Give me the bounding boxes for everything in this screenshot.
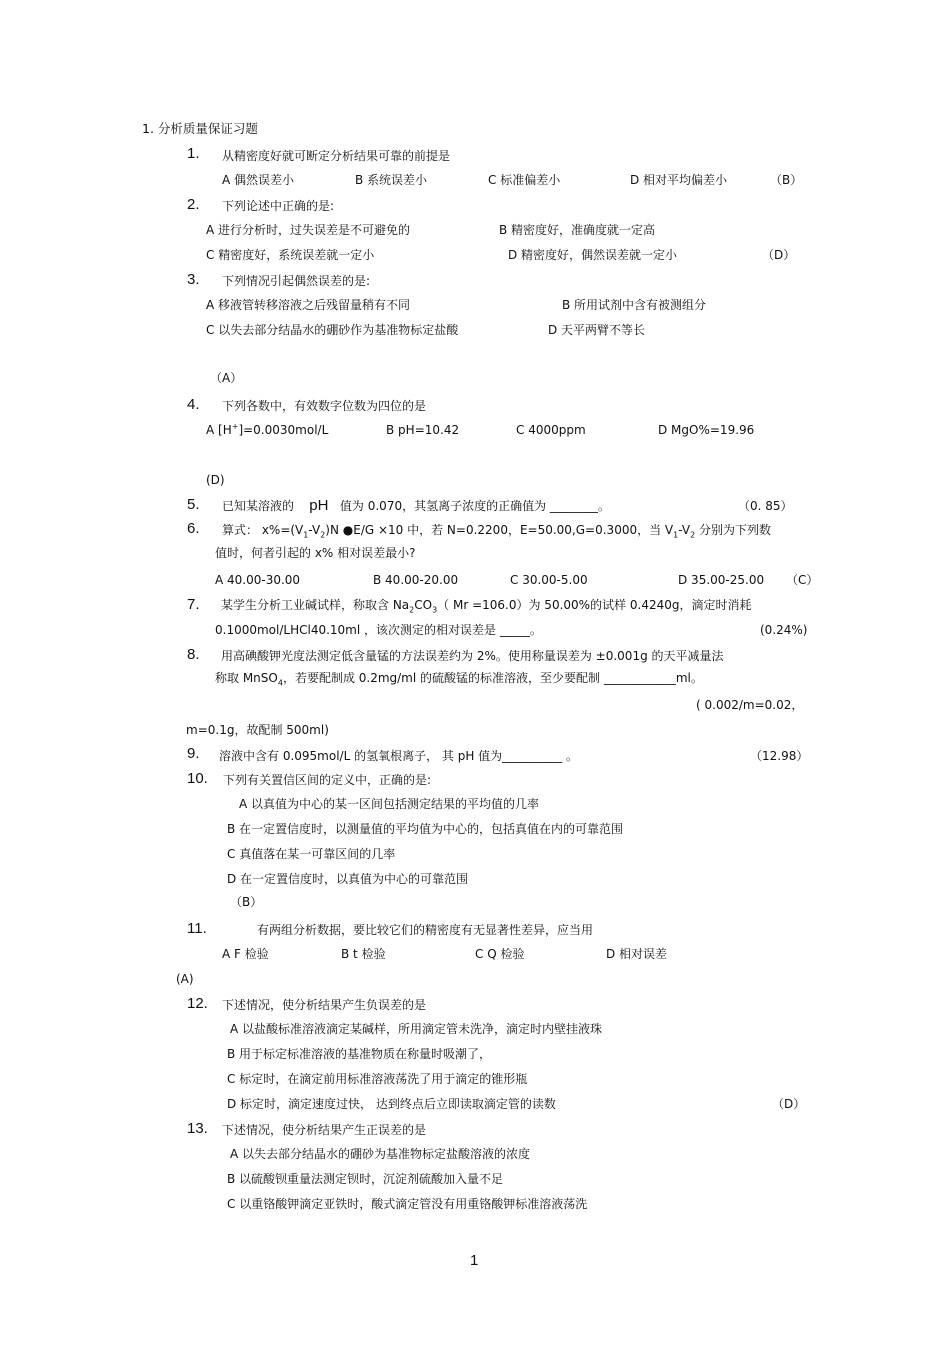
question-stem: 溶液中含有 0.095mol/L 的氢氧根离子， 其 pH 值为__________ 。 bbox=[219, 749, 578, 763]
option-d: D MgO%=19.96 bbox=[658, 423, 755, 437]
answer: （D） bbox=[762, 248, 796, 262]
option-a: A 以盐酸标准溶液滴定某碱样，所用滴定管未洗净，滴定时内壁挂液珠 bbox=[230, 1022, 603, 1036]
question-number: 8. bbox=[187, 646, 200, 663]
option-b: B 系统误差小 bbox=[355, 173, 428, 187]
answer: (D) bbox=[206, 473, 225, 487]
option-a: A F 检验 bbox=[222, 947, 269, 961]
option-d: D 相对平均偏差小 bbox=[630, 173, 728, 187]
question-number: 4. bbox=[187, 396, 200, 413]
option-a: A 以失去部分结晶水的硼砂为基准物标定盐酸溶液的浓度 bbox=[230, 1147, 531, 1161]
question-stem: 下述情况，使分析结果产生负误差的是 bbox=[222, 998, 427, 1012]
option-a: A 移液管转移溶液之后残留量稍有不同 bbox=[206, 298, 411, 312]
option-c: C Q 检验 bbox=[475, 947, 525, 961]
question-stem: 用高碘酸钾光度法测定低含量锰的方法误差约为 2%。使用称量误差为 ±0.001g 的天平减量法 bbox=[221, 649, 724, 663]
question-stem: 下列论述中正确的是: bbox=[222, 199, 335, 213]
option-c: C 以失去部分结晶水的硼砂作为基准物标定盐酸 bbox=[206, 323, 459, 337]
option-a: A 进行分析时，过失误差是不可避免的 bbox=[206, 223, 411, 237]
answer: （D） bbox=[772, 1097, 806, 1111]
question-stem: 有两组分析数据，要比较它们的精密度有无显著性差异，应当用 bbox=[257, 923, 594, 937]
option-b: B 40.00-20.00 bbox=[373, 573, 459, 587]
option-a: A 以真值为中心的某一区间包括测定结果的平均值的几率 bbox=[239, 797, 540, 811]
question-number: 10. bbox=[187, 770, 208, 787]
question-stem-line2: 称取 MnSO$_4$，若要配制成 0.2mg/ml 的硫酸锰的标准溶液，至少要配制 ____________ml。 bbox=[215, 671, 703, 688]
option-c: C 4000ppm bbox=[516, 423, 586, 437]
question-number: 6. bbox=[187, 520, 200, 537]
option-c: C 30.00-5.00 bbox=[510, 573, 588, 587]
question-number: 12. bbox=[187, 995, 208, 1012]
question-number: 5. bbox=[187, 496, 200, 513]
question-stem-line2: 值时，何者引起的 x% 相对误差最小? bbox=[215, 546, 416, 560]
answer: （0. 85） bbox=[738, 499, 793, 513]
option-b: B 在一定置信度时，以测量值的平均值为中心的，包括真值在内的可靠范围 bbox=[227, 822, 624, 836]
option-c: C 真值落在某一可靠区间的几率 bbox=[227, 847, 396, 861]
option-b: B 精密度好，准确度就一定高 bbox=[499, 223, 656, 237]
section-title: 1. 分析质量保证习题 bbox=[142, 121, 258, 136]
option-d: D 相对误差 bbox=[606, 947, 668, 961]
question-stem: 下述情况，使分析结果产生正误差的是 bbox=[222, 1123, 427, 1137]
answer-line2: m=0.1g，故配制 500ml) bbox=[186, 723, 329, 737]
question-stem: 某学生分析工业碱试样，称取含 $Na_2CO_3$（ Mr =106.0）为 50.00%的试样 0.4240g，滴定时消耗 bbox=[221, 598, 752, 615]
option-a: A 40.00-30.00 bbox=[215, 573, 301, 587]
answer: （B） bbox=[770, 173, 803, 187]
option-a: A [H+]=0.0030mol/L bbox=[206, 422, 329, 437]
option-b: B 用于标定标准溶液的基准物质在称量时吸潮了， bbox=[227, 1047, 492, 1061]
option-d: D 天平两臂不等长 bbox=[548, 323, 646, 337]
page-number: 1 bbox=[470, 1252, 479, 1269]
option-c: C 以重铬酸钾滴定亚铁时，酸式滴定管没有用重铬酸钾标准溶液荡洗 bbox=[227, 1197, 588, 1211]
question-stem: 从精密度好就可断定分析结果可靠的前提是 bbox=[222, 149, 451, 163]
option-b: B t 检验 bbox=[341, 947, 386, 961]
question-number: 7. bbox=[187, 596, 200, 613]
question-stem: 算式： $x\%=(V_1-V_2)N$ ●E/G ×10 中，若 N=0.2200，E=50.00,G=0.3000，当 $V_1-V_2$ 分别为下列数 bbox=[222, 523, 771, 540]
option-d: D 35.00-25.00 bbox=[678, 573, 765, 587]
answer: （A） bbox=[210, 371, 243, 385]
answer: (0.24%) bbox=[760, 623, 808, 637]
option-d: D 精密度好，偶然误差就一定小 bbox=[508, 248, 678, 262]
question-stem: 下列各数中，有效数字位数为四位的是 bbox=[222, 399, 427, 413]
question-number: 3. bbox=[187, 271, 200, 288]
question-stem-line2: 0.1000mol/LHCl40.10ml ，该次测定的相对误差是 _____。 bbox=[215, 623, 542, 637]
option-c: C 精密度好，系统误差就一定小 bbox=[206, 248, 375, 262]
answer: （C） bbox=[786, 573, 819, 587]
question-number: 11. bbox=[187, 920, 207, 937]
option-b: B pH=10.42 bbox=[386, 423, 460, 437]
answer: （12.98） bbox=[750, 749, 809, 763]
option-c: C 标定时，在滴定前用标准溶液荡洗了用于滴定的锥形瓶 bbox=[227, 1072, 528, 1086]
question-number: 2. bbox=[187, 196, 200, 213]
option-b: B 所用试剂中含有被测组分 bbox=[562, 298, 707, 312]
answer-line1: ( 0.002/m=0.02， bbox=[696, 698, 804, 712]
question-number: 9. bbox=[187, 745, 200, 762]
question-number: 1. bbox=[187, 145, 200, 162]
question-number: 13. bbox=[187, 1120, 208, 1137]
answer: (A) bbox=[176, 972, 194, 986]
option-d: D 在一定置信度时，以真值为中心的可靠范围 bbox=[227, 872, 469, 886]
question-stem: 已知某溶液的 pH 值为 0.070，其氢离子浓度的正确值为 ________。 bbox=[222, 497, 610, 514]
answer: （B） bbox=[230, 895, 263, 909]
option-a: A 偶然误差小 bbox=[222, 173, 295, 187]
option-b: B 以硫酸钡重量法测定钡时，沉淀剂硫酸加入量不足 bbox=[227, 1172, 504, 1186]
option-d: D 标定时，滴定速度过快， 达到终点后立即读取滴定管的读数 bbox=[227, 1097, 556, 1111]
option-c: C 标准偏差小 bbox=[488, 173, 561, 187]
question-stem: 下列有关置信区间的定义中，正确的是: bbox=[223, 773, 432, 787]
question-stem: 下列情况引起偶然误差的是: bbox=[222, 274, 371, 288]
